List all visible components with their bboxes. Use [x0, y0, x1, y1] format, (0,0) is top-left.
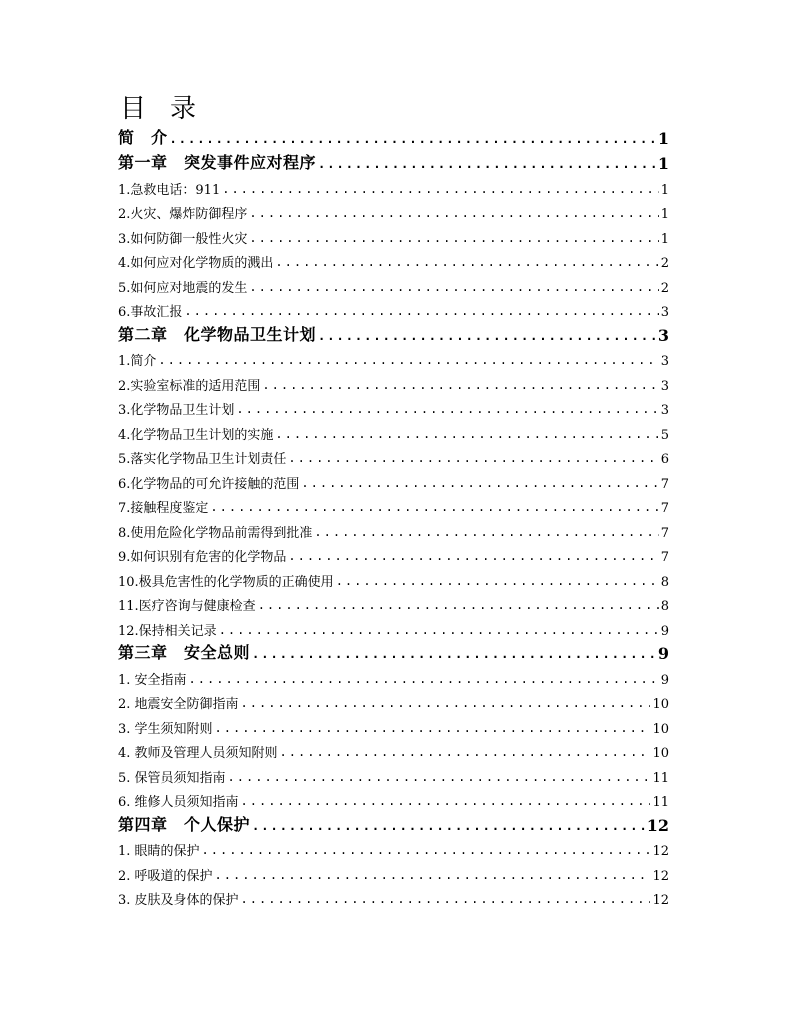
toc-section-entry[interactable] — [118, 298, 669, 320]
toc-section-entry[interactable] — [118, 200, 669, 222]
toc-section-entry[interactable] — [118, 837, 669, 859]
toc-section-entry[interactable] — [118, 421, 669, 443]
toc-section-entry[interactable] — [118, 372, 669, 394]
toc-page-number: 12 — [652, 844, 669, 859]
toc-entry-label: 6.事故汇报 — [118, 305, 183, 320]
toc-entry-label: 6. 维修人员须知指南 — [118, 795, 239, 810]
toc-entry-label: 第四章 个人保护 — [118, 815, 251, 834]
toc-dot-leader — [318, 327, 656, 345]
toc-page-number: 9 — [660, 673, 669, 688]
toc-entry-label: 4. 教师及管理人员须知附则 — [118, 746, 278, 761]
toc-section-entry[interactable] — [118, 617, 669, 639]
toc-entry-label: 2.实验室标准的适用范围 — [118, 379, 261, 394]
toc-entry-label: 1. 眼睛的保护 — [118, 844, 200, 859]
toc-dot-leader — [241, 890, 651, 908]
toc-section-entry[interactable] — [118, 543, 669, 565]
toc-page-number: 3 — [660, 403, 669, 418]
toc-dot-leader — [170, 130, 656, 148]
toc-dot-leader — [258, 596, 659, 614]
toc-page-number: 7 — [660, 477, 669, 492]
toc-chapter-entry[interactable] — [118, 323, 669, 345]
toc-page-number: 12 — [652, 893, 669, 908]
toc-dot-leader — [301, 474, 658, 492]
toc-entry-label: 1. 安全指南 — [118, 673, 187, 688]
toc-section-entry[interactable] — [118, 690, 669, 712]
toc-dot-leader — [236, 400, 658, 418]
toc-page-number: 1 — [660, 183, 669, 198]
toc-page-number: 2 — [660, 256, 669, 271]
toc-dot-leader — [314, 523, 658, 541]
toc-dot-leader — [215, 719, 651, 737]
toc-dot-leader — [275, 425, 658, 443]
toc-page-number: 3 — [660, 354, 669, 369]
toc-dot-leader — [288, 449, 658, 467]
toc-title-char: 录 — [170, 94, 197, 124]
toc-section-entry[interactable] — [118, 347, 669, 369]
toc-entry-label: 第二章 化学物品卫生计划 — [118, 325, 317, 344]
toc-page-number: 10 — [652, 746, 669, 761]
toc-title-char: 目 — [120, 94, 147, 124]
toc-entry-label: 1.简介 — [118, 354, 157, 369]
toc-page-number: 9 — [660, 624, 669, 639]
toc-entry-label: 4.化学物品卫生计划的实施 — [118, 428, 274, 443]
toc-entry-label: 6.化学物品的可允许接触的范围 — [118, 477, 300, 492]
toc-section-entry[interactable] — [118, 739, 669, 761]
toc-page-number: 7 — [660, 501, 669, 516]
toc-dot-leader — [275, 253, 658, 271]
toc-chapter-entry[interactable] — [118, 641, 669, 663]
toc-dot-leader — [228, 768, 651, 786]
toc-entry-label: 3. 皮肤及身体的保护 — [118, 893, 239, 908]
toc-dot-leader — [210, 498, 658, 516]
toc-entry-label: 2. 呼吸道的保护 — [118, 869, 213, 884]
toc-dot-leader — [288, 547, 658, 565]
toc-page-number: 3 — [660, 305, 669, 320]
toc-page-number: 12 — [652, 869, 669, 884]
toc-section-entry[interactable] — [118, 225, 669, 247]
toc-dot-leader — [252, 817, 645, 835]
toc-page-number: 7 — [660, 550, 669, 565]
toc-dot-leader — [249, 229, 658, 247]
toc-section-entry[interactable] — [118, 592, 669, 614]
toc-chapter-entry[interactable] — [118, 151, 669, 173]
toc-dot-leader — [158, 351, 658, 369]
toc-entry-label: 5.如何应对地震的发生 — [118, 281, 248, 296]
toc-dot-leader — [184, 302, 658, 320]
toc-page-number: 1 — [660, 207, 669, 222]
toc-page-number: 5 — [660, 428, 669, 443]
toc-page-number: 2 — [660, 281, 669, 296]
toc-entry-label: 10.极具危害性的化学物质的正确使用 — [118, 575, 334, 590]
toc-section-entry[interactable] — [118, 519, 669, 541]
toc-entry-label: 7.接触程度鉴定 — [118, 501, 209, 516]
toc-entry-label: 简 介 — [118, 128, 168, 147]
toc-page-number: 10 — [652, 697, 669, 712]
toc-title — [120, 92, 220, 126]
toc-entry-label: 5.落实化学物品卫生计划责任 — [118, 452, 287, 467]
toc-page-number: 1 — [657, 154, 669, 173]
toc-page-number: 1 — [657, 129, 669, 148]
toc-dot-leader — [318, 155, 656, 173]
toc-section-entry[interactable] — [118, 396, 669, 418]
toc-section-entry[interactable] — [118, 274, 669, 296]
toc-section-entry[interactable] — [118, 715, 669, 737]
toc-entry-label: 5. 保管员须知指南 — [118, 771, 226, 786]
toc-page-number: 7 — [660, 526, 669, 541]
toc-dot-leader — [241, 792, 651, 810]
toc-section-entry[interactable] — [118, 886, 669, 908]
toc-entry-label: 8.使用危险化学物品前需得到批准 — [118, 526, 313, 541]
toc-page-number: 11 — [652, 795, 669, 810]
toc-entry-label: 11.医疗咨询与健康检查 — [118, 599, 256, 614]
toc-section-entry[interactable] — [118, 470, 669, 492]
toc-entry-label: 4.如何应对化学物质的溅出 — [118, 256, 274, 271]
toc-page-number: 10 — [652, 722, 669, 737]
toc-dot-leader — [219, 621, 659, 639]
toc-page-number: 3 — [657, 326, 669, 345]
toc-dot-leader — [280, 743, 651, 761]
toc-dot-leader — [249, 278, 658, 296]
toc-section-entry[interactable] — [118, 862, 669, 884]
toc-section-entry[interactable] — [118, 666, 669, 688]
toc-entry-label: 2.火灾、爆炸防御程序 — [118, 207, 248, 222]
toc-dot-leader — [222, 180, 659, 198]
toc-section-entry[interactable] — [118, 494, 669, 516]
toc-section-entry[interactable] — [118, 445, 669, 467]
toc-page-number: 11 — [652, 771, 669, 786]
toc-entry-label: 3. 学生须知附则 — [118, 722, 213, 737]
toc-dot-leader — [241, 694, 651, 712]
toc-entry-label: 3.化学物品卫生计划 — [118, 403, 235, 418]
toc-page-number: 6 — [660, 452, 669, 467]
toc-entry-label: 12.保持相关记录 — [118, 624, 217, 639]
toc-section-entry[interactable] — [118, 249, 669, 271]
toc-entry-label: 3.如何防御一般性火灾 — [118, 232, 248, 247]
toc-page-number: 8 — [660, 575, 669, 590]
toc-section-entry[interactable] — [118, 568, 669, 590]
toc-dot-leader — [215, 866, 651, 884]
toc-section-entry[interactable] — [118, 176, 669, 198]
toc-entry-label: 1.急救电话：911 — [118, 183, 221, 198]
toc-dot-leader — [252, 645, 656, 663]
toc-dot-leader — [189, 670, 659, 688]
toc-page-number: 3 — [660, 379, 669, 394]
toc-dot-leader — [262, 376, 658, 394]
toc-page-number: 1 — [660, 232, 669, 247]
toc-section-entry[interactable] — [118, 764, 669, 786]
toc-entry-label: 第一章 突发事件应对程序 — [118, 153, 317, 172]
toc-dot-leader — [336, 572, 659, 590]
toc-page-number: 12 — [646, 816, 669, 835]
toc-page-number: 9 — [657, 644, 669, 663]
toc-dot-leader — [202, 841, 651, 859]
toc-entry-label: 2. 地震安全防御指南 — [118, 697, 239, 712]
toc-chapter-entry[interactable] — [118, 126, 669, 148]
toc-section-entry[interactable] — [118, 788, 669, 810]
toc-chapter-entry[interactable] — [118, 813, 669, 835]
toc-page-number: 8 — [660, 599, 669, 614]
toc-entry-label: 9.如何识别有危害的化学物品 — [118, 550, 287, 565]
toc-entry-label: 第三章 安全总则 — [118, 643, 251, 662]
toc-dot-leader — [249, 204, 658, 222]
